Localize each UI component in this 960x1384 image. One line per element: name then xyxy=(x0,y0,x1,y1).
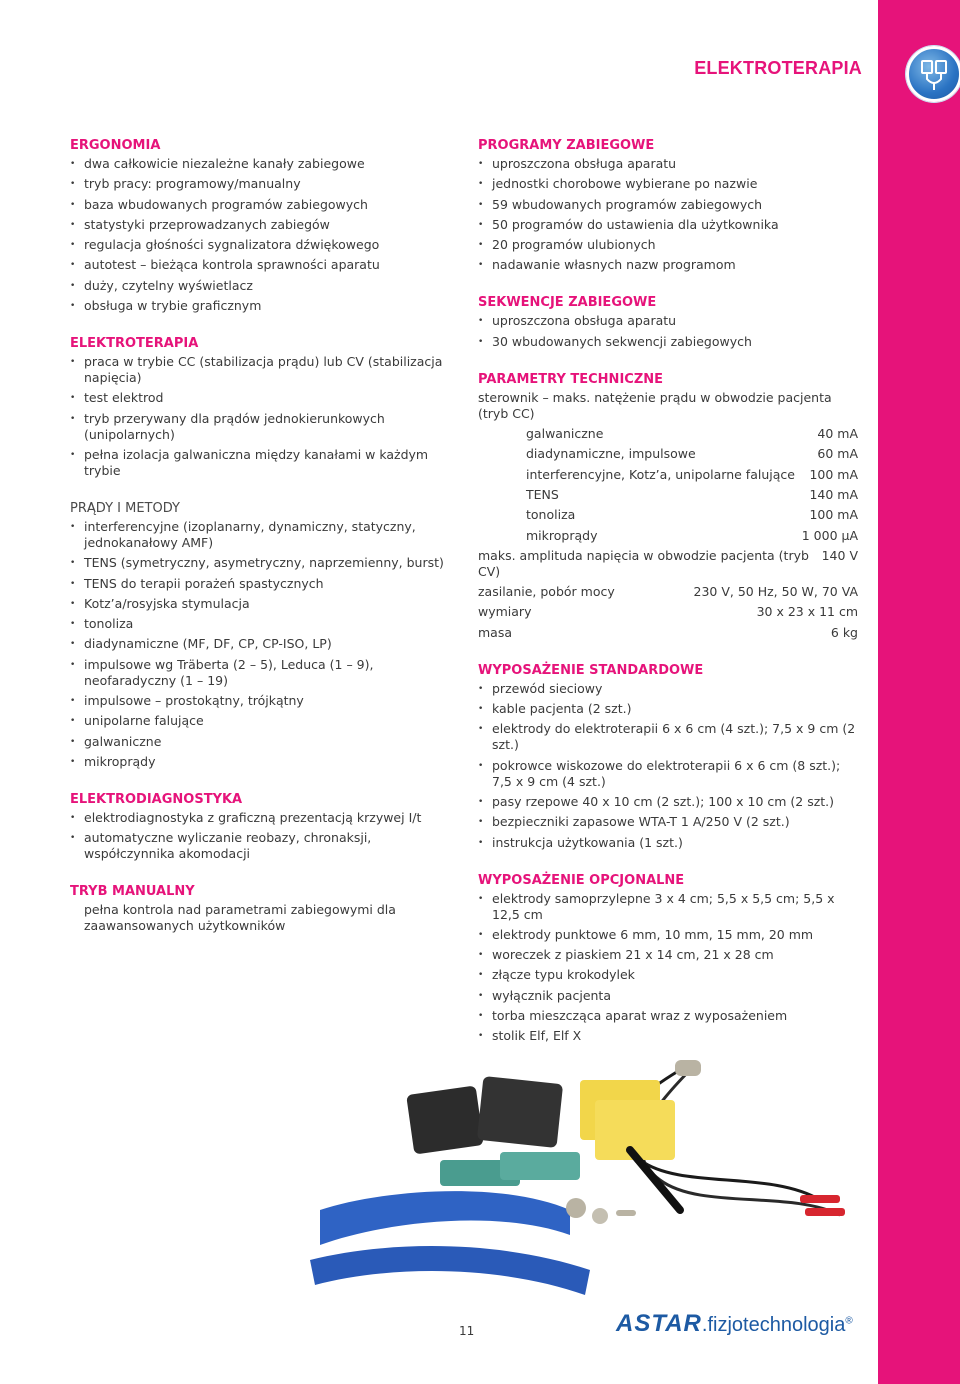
list-item: • woreczek z piaskiem 21 x 14 cm, 21 x 28 cm xyxy=(478,947,858,963)
pink-side-bar xyxy=(878,0,960,1384)
list-item: • obsługa w trybie graficznym xyxy=(70,298,460,314)
tryb-manualny-text: pełna kontrola nad parametrami zabiegowymi dla zaawansowanych użytkowników xyxy=(84,902,396,934)
brand-astar: ASTAR xyxy=(616,1310,702,1337)
param-value: 140 V xyxy=(821,547,858,563)
param-value: 6 kg xyxy=(830,624,858,640)
list-ergonomia xyxy=(70,156,460,314)
list-item: • galwaniczne xyxy=(70,734,460,750)
list-item: • 59 wbudowanych programów zabiegowych xyxy=(478,197,858,213)
param-sub-list xyxy=(478,426,858,543)
list-item: • unipolarne falujące xyxy=(70,713,460,729)
list-item: • elektrody samoprzylepne 3 x 4 cm; 5,5 x 5,5 cm; 5,5 x 12,5 cm xyxy=(478,891,858,923)
heading-prady: PRĄDY I METODY xyxy=(70,500,180,516)
param-row xyxy=(478,528,858,544)
list-item: • pokrowce wiskozowe do elektroterapii 6 x 6 cm (8 szt.); 7,5 x 9 cm (4 szt.) xyxy=(478,758,858,790)
list-item: • torba mieszcząca aparat wraz z wyposażeniem xyxy=(478,1008,858,1024)
list-item: • pełna izolacja galwaniczna między kanałami w każdym trybie xyxy=(70,447,460,479)
right-column xyxy=(478,136,858,1064)
param-label: wymiary xyxy=(478,604,532,620)
list-item: • elektrodiagnostyka z graficzną prezentacją krzywej I/t xyxy=(70,810,460,826)
param-row xyxy=(478,625,858,641)
heading-elektrodiagnostyka: ELEKTRODIAGNOSTYKA xyxy=(70,791,243,807)
param-rows xyxy=(478,548,858,641)
heading-standard: WYPOSAŻENIE STANDARDOWE xyxy=(478,662,704,678)
list-item: • baza wbudowanych programów zabiegowych xyxy=(70,197,460,213)
brand-registered: ® xyxy=(845,1315,853,1327)
electrode-logo-icon xyxy=(906,46,960,102)
param-value: 230 V, 50 Hz, 50 W, 70 VA xyxy=(693,584,858,600)
param-sterownik: sterownik – maks. natężenie prądu w obwodzie pacjenta (tryb CC) xyxy=(478,389,832,421)
list-item: • diadynamiczne (MF, DF, CP, CP-ISO, LP) xyxy=(70,636,460,652)
list-item: • mikroprądy xyxy=(70,754,460,770)
list-prady xyxy=(70,519,460,770)
list-item: • uproszczona obsługa aparatu xyxy=(478,313,858,329)
param-row xyxy=(478,604,858,620)
list-item: • automatyczne wyliczanie reobazy, chronaksji, współczynnika akomodacji xyxy=(70,830,460,862)
param-value: 30 x 23 x 11 cm xyxy=(756,604,858,620)
brand-logo xyxy=(616,1310,853,1338)
param-row xyxy=(478,446,858,462)
param-label: tonoliza xyxy=(526,507,576,523)
list-item: • impulsowe wg Träberta (2 – 5), Leduca (1 – 9), neofaradyczny (1 – 19) xyxy=(70,657,460,689)
list-item: • test elektrod xyxy=(70,390,460,406)
list-item: • praca w trybie CC (stabilizacja prądu) lub CV (stabilizacja napięcia) xyxy=(70,354,460,386)
list-item: • interferencyjne (izoplanarny, dynamiczny, statyczny, jednokanałowy AMF) xyxy=(70,519,460,551)
page-title: ELEKTROTERAPIA xyxy=(694,58,862,78)
list-elektrodiagnostyka xyxy=(70,810,460,862)
velcro-strap-icon xyxy=(320,1191,570,1245)
list-standard xyxy=(478,681,858,851)
heading-programy: PROGRAMY ZABIEGOWE xyxy=(478,138,655,153)
list-item: • tryb pracy: programowy/manualny xyxy=(70,176,460,192)
section-tryb-manualny xyxy=(70,882,460,934)
list-elektroterapia xyxy=(70,354,460,479)
list-item: • stolik Elf, Elf X xyxy=(478,1028,858,1044)
list-item: • jednostki chorobowe wybierane po nazwie xyxy=(478,176,858,192)
heading-opcjonalne: WYPOSAŻENIE OPCJONALNE xyxy=(478,872,685,888)
list-item: • elektrody do elektroterapii 6 x 6 cm (4 szt.); 7,5 x 9 cm (2 szt.) xyxy=(478,721,858,753)
list-item: • dwa całkowicie niezależne kanały zabiegowe xyxy=(70,156,460,172)
section-programy xyxy=(478,136,858,273)
param-value: 40 mA xyxy=(817,426,858,442)
param-row xyxy=(478,426,858,442)
section-prady xyxy=(70,499,460,770)
param-row xyxy=(478,487,858,503)
list-programy xyxy=(478,156,858,273)
list-item: • Kotz’a/rosyjska stymulacja xyxy=(70,596,460,612)
list-item: • regulacja głośności sygnalizatora dźwiękowego xyxy=(70,237,460,253)
list-item: • 30 wbudowanych sekwencji zabiegowych xyxy=(478,334,858,350)
param-value: 100 mA xyxy=(809,507,858,523)
electrode-pad-icon xyxy=(406,1085,484,1154)
heading-parametry: PARAMETRY TECHNICZNE xyxy=(478,371,664,387)
param-row xyxy=(478,467,858,483)
section-parametry xyxy=(478,370,858,641)
brand-fizjotechnologia: .fizjotechnologia xyxy=(701,1314,846,1336)
list-item: • elektrody punktowe 6 mm, 10 mm, 15 mm, 20 mm xyxy=(478,927,858,943)
section-opcjonalne xyxy=(478,871,858,1045)
section-ergonomia xyxy=(70,136,460,314)
list-item: • TENS (symetryczny, asymetryczny, naprzemienny, burst) xyxy=(70,555,460,571)
heading-ergonomia: ERGONOMIA xyxy=(70,138,161,153)
param-label: TENS xyxy=(526,486,559,502)
list-item: • pasy rzepowe 40 x 10 cm (2 szt.); 100 x 10 cm (2 szt.) xyxy=(478,794,858,810)
param-label: mikroprądy xyxy=(526,527,598,543)
list-item: • impulsowe – prostokątny, trójkątny xyxy=(70,693,460,709)
list-item: • nadawanie własnych nazw programom xyxy=(478,257,858,273)
heading-elektroterapia: ELEKTROTERAPIA xyxy=(70,336,199,352)
list-item: • wyłącznik pacjenta xyxy=(478,988,858,1004)
left-column xyxy=(70,136,460,954)
list-item: • przewód sieciowy xyxy=(478,681,858,697)
param-label: masa xyxy=(478,624,513,640)
page-number: 11 xyxy=(459,1324,475,1338)
section-standard xyxy=(478,661,858,851)
connector-icon xyxy=(675,1060,701,1076)
param-value: 100 mA xyxy=(809,466,858,482)
heading-sekwencje: SEKWENCJE ZABIEGOWE xyxy=(478,295,657,311)
list-item: • złącze typu krokodylek xyxy=(478,967,858,983)
list-opcjonalne xyxy=(478,891,858,1045)
param-value: 1 000 µA xyxy=(801,527,858,543)
param-row xyxy=(478,548,858,580)
param-label: maks. amplituda napięcia w obwodzie pacjenta (tryb CV) xyxy=(478,547,809,579)
list-item: • kable pacjenta (2 szt.) xyxy=(478,701,858,717)
list-item: • instrukcja użytkowania (1 szt.) xyxy=(478,835,858,851)
section-sekwencje xyxy=(478,293,858,349)
list-sekwencje xyxy=(478,313,858,349)
param-value: 60 mA xyxy=(817,446,858,462)
list-item: • autotest – bieżąca kontrola sprawności aparatu xyxy=(70,257,460,273)
accessories-photo xyxy=(300,1040,860,1330)
point-electrode-icon xyxy=(566,1198,586,1218)
list-item: • duży, czytelny wyświetlacz xyxy=(70,278,460,294)
param-label: zasilanie, pobór mocy xyxy=(478,584,615,600)
param-value: 140 mA xyxy=(809,486,858,502)
param-row xyxy=(478,507,858,523)
list-item: • tryb przerywany dla prądów jednokierunkowych (unipolarnych) xyxy=(70,411,460,443)
param-row xyxy=(478,584,858,600)
param-label: interferencyjne, Kotz’a, unipolarne falujące xyxy=(526,466,795,482)
list-item: • uproszczona obsługa aparatu xyxy=(478,156,858,172)
list-item: • 20 programów ulubionych xyxy=(478,237,858,253)
list-item: • 50 programów do ustawienia dla użytkownika xyxy=(478,217,858,233)
section-elektroterapia xyxy=(70,334,460,479)
section-elektrodiagnostyka xyxy=(70,790,460,862)
list-item: • bezpieczniki zapasowe WTA-T 1 A/250 V (2 szt.) xyxy=(478,814,858,830)
heading-tryb-manualny: TRYB MANUALNY xyxy=(70,884,195,900)
list-item: • TENS do terapii porażeń spastycznych xyxy=(70,576,460,592)
param-label: diadynamiczne, impulsowe xyxy=(526,446,696,462)
param-label: galwaniczne xyxy=(526,426,604,442)
list-item: • statystyki przeprowadzanych zabiegów xyxy=(70,217,460,233)
list-item: • tonoliza xyxy=(70,616,460,632)
